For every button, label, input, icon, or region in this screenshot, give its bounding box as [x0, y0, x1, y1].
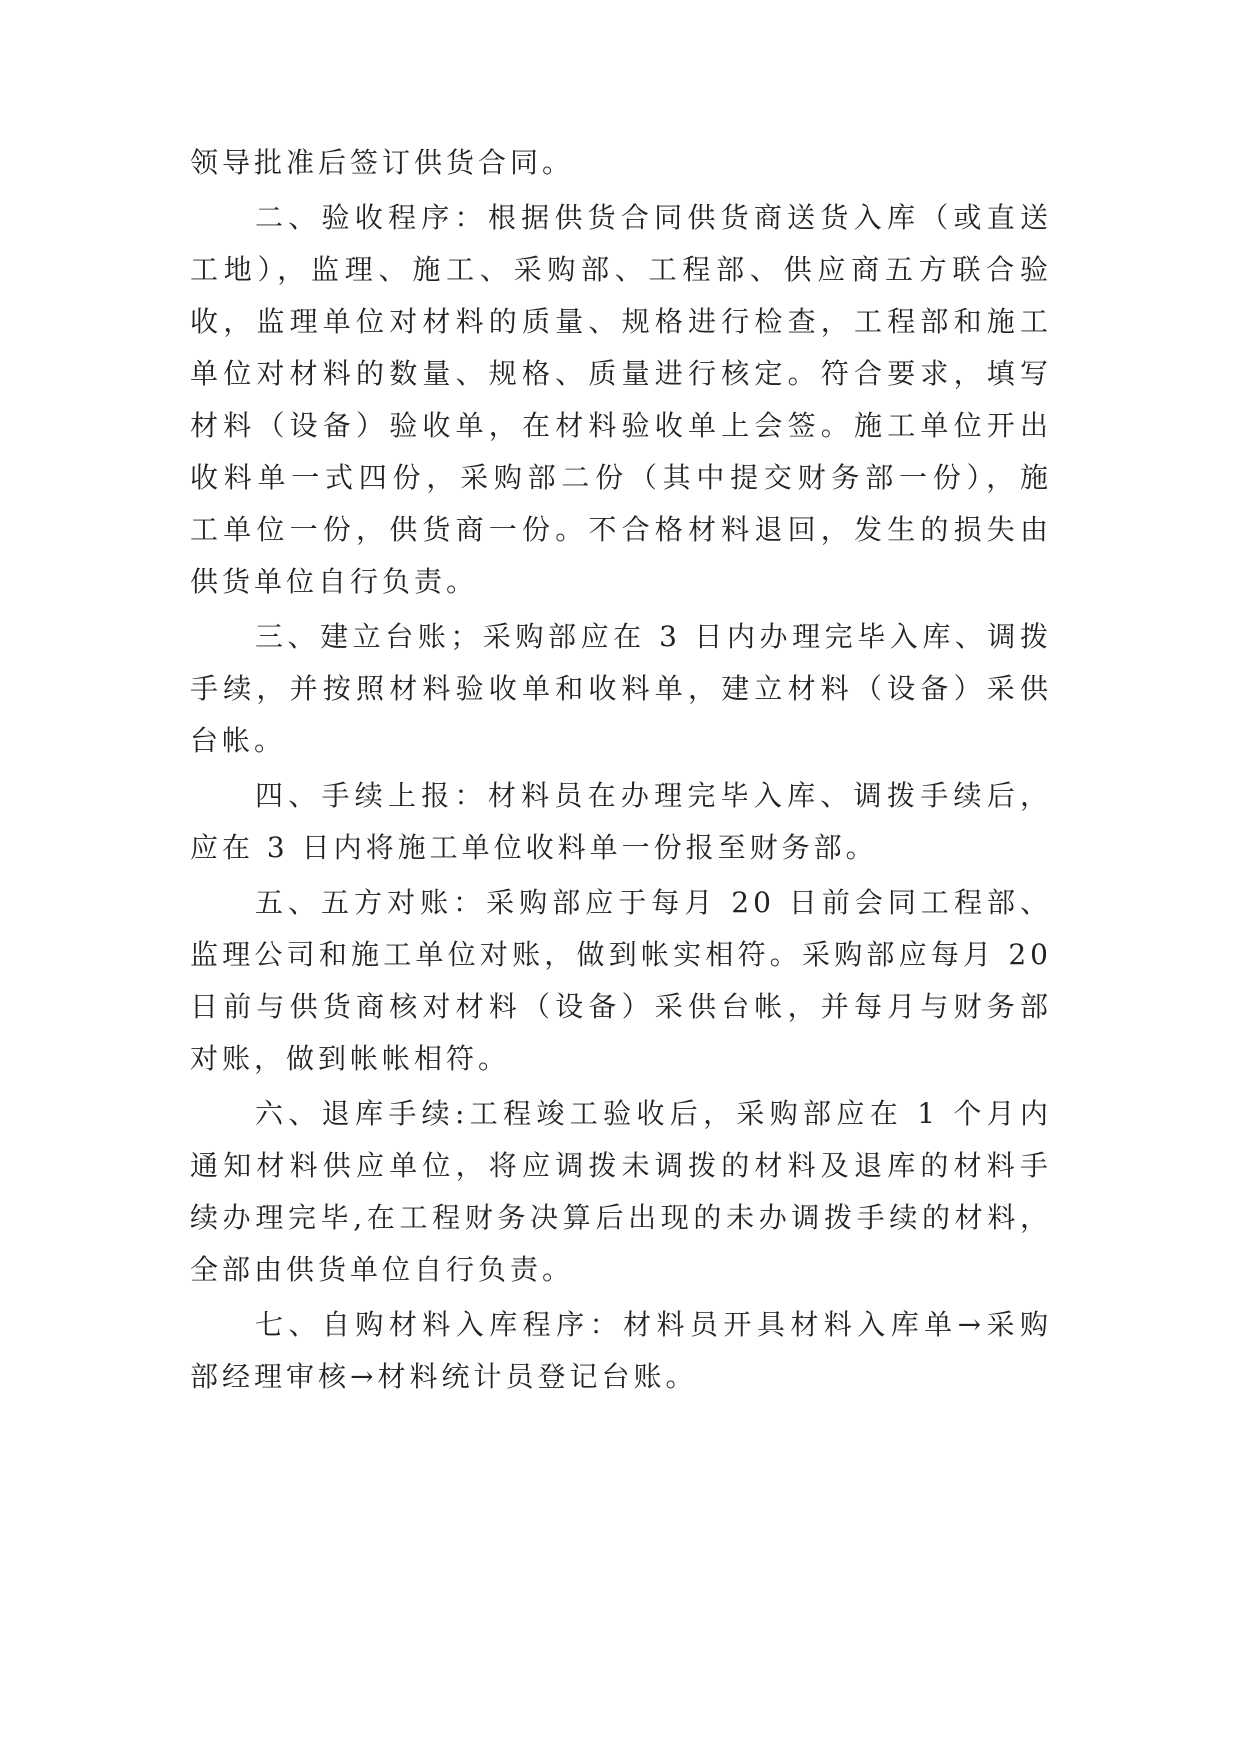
paragraph	[190, 1088, 1052, 1296]
text-line: 应在 3 日内将施工单位收料单一份报至财务部。	[190, 831, 878, 864]
text-line: 收，监理单位对材料的质量、规格进行检查，工程部和施工	[190, 305, 1052, 338]
text-line: 通知材料供应单位，将应调拨未调拨的材料及退库的材料手	[190, 1149, 1052, 1182]
text-line: 工单位一份，供货商一份。不合格材料退回，发生的损失由	[190, 513, 1052, 546]
text-line: 全部由供货单位自行负责。	[190, 1253, 575, 1286]
text-line: 四、手续上报：材料员在办理完毕入库、调拨手续后，	[255, 779, 1052, 812]
text-line: 二、验收程序：根据供货合同供货商送货入库（或直送	[255, 201, 1052, 234]
text-line: 监理公司和施工单位对账，做到帐实相符。采购部应每月 20	[190, 938, 1052, 971]
paragraph	[190, 877, 1052, 1085]
document-body	[190, 137, 1052, 1406]
paragraph	[190, 192, 1052, 608]
text-line: 续办理完毕,在工程财务决算后出现的未办调拨手续的材料，	[190, 1201, 1052, 1234]
text-line: 六、退库手续:工程竣工验收后，采购部应在 1 个月内	[255, 1097, 1052, 1130]
text-line: 工地），监理、施工、采购部、工程部、供应商五方联合验	[190, 253, 1052, 286]
text-line: 日前与供货商核对材料（设备）采供台帐，并每月与财务部	[190, 990, 1052, 1023]
text-line: 七、自购材料入库程序：材料员开具材料入库单→采购	[255, 1308, 1052, 1341]
text-line: 手续，并按照材料验收单和收料单，建立材料（设备）采供	[190, 672, 1052, 705]
text-line: 供货单位自行负责。	[190, 565, 479, 598]
paragraph	[190, 137, 1052, 189]
text-line: 台帐。	[190, 724, 287, 757]
text-line: 对账，做到帐帐相符。	[190, 1042, 511, 1075]
text-line: 五、五方对账：采购部应于每月 20 日前会同工程部、	[255, 886, 1052, 919]
text-line: 部经理审核→材料统计员登记台账。	[190, 1360, 698, 1393]
text-line: 收料单一式四份，采购部二份（其中提交财务部一份），施	[190, 461, 1052, 494]
paragraph	[190, 770, 1052, 874]
text-line: 单位对材料的数量、规格、质量进行核定。符合要求，填写	[190, 357, 1052, 390]
text-line: 三、建立台账；采购部应在 3 日内办理完毕入库、调拨	[255, 620, 1052, 653]
text-line: 领导批准后签订供货合同。	[190, 146, 575, 179]
paragraph	[190, 1299, 1052, 1403]
paragraph	[190, 611, 1052, 767]
text-line: 材料（设备）验收单，在材料验收单上会签。施工单位开出	[190, 409, 1052, 442]
